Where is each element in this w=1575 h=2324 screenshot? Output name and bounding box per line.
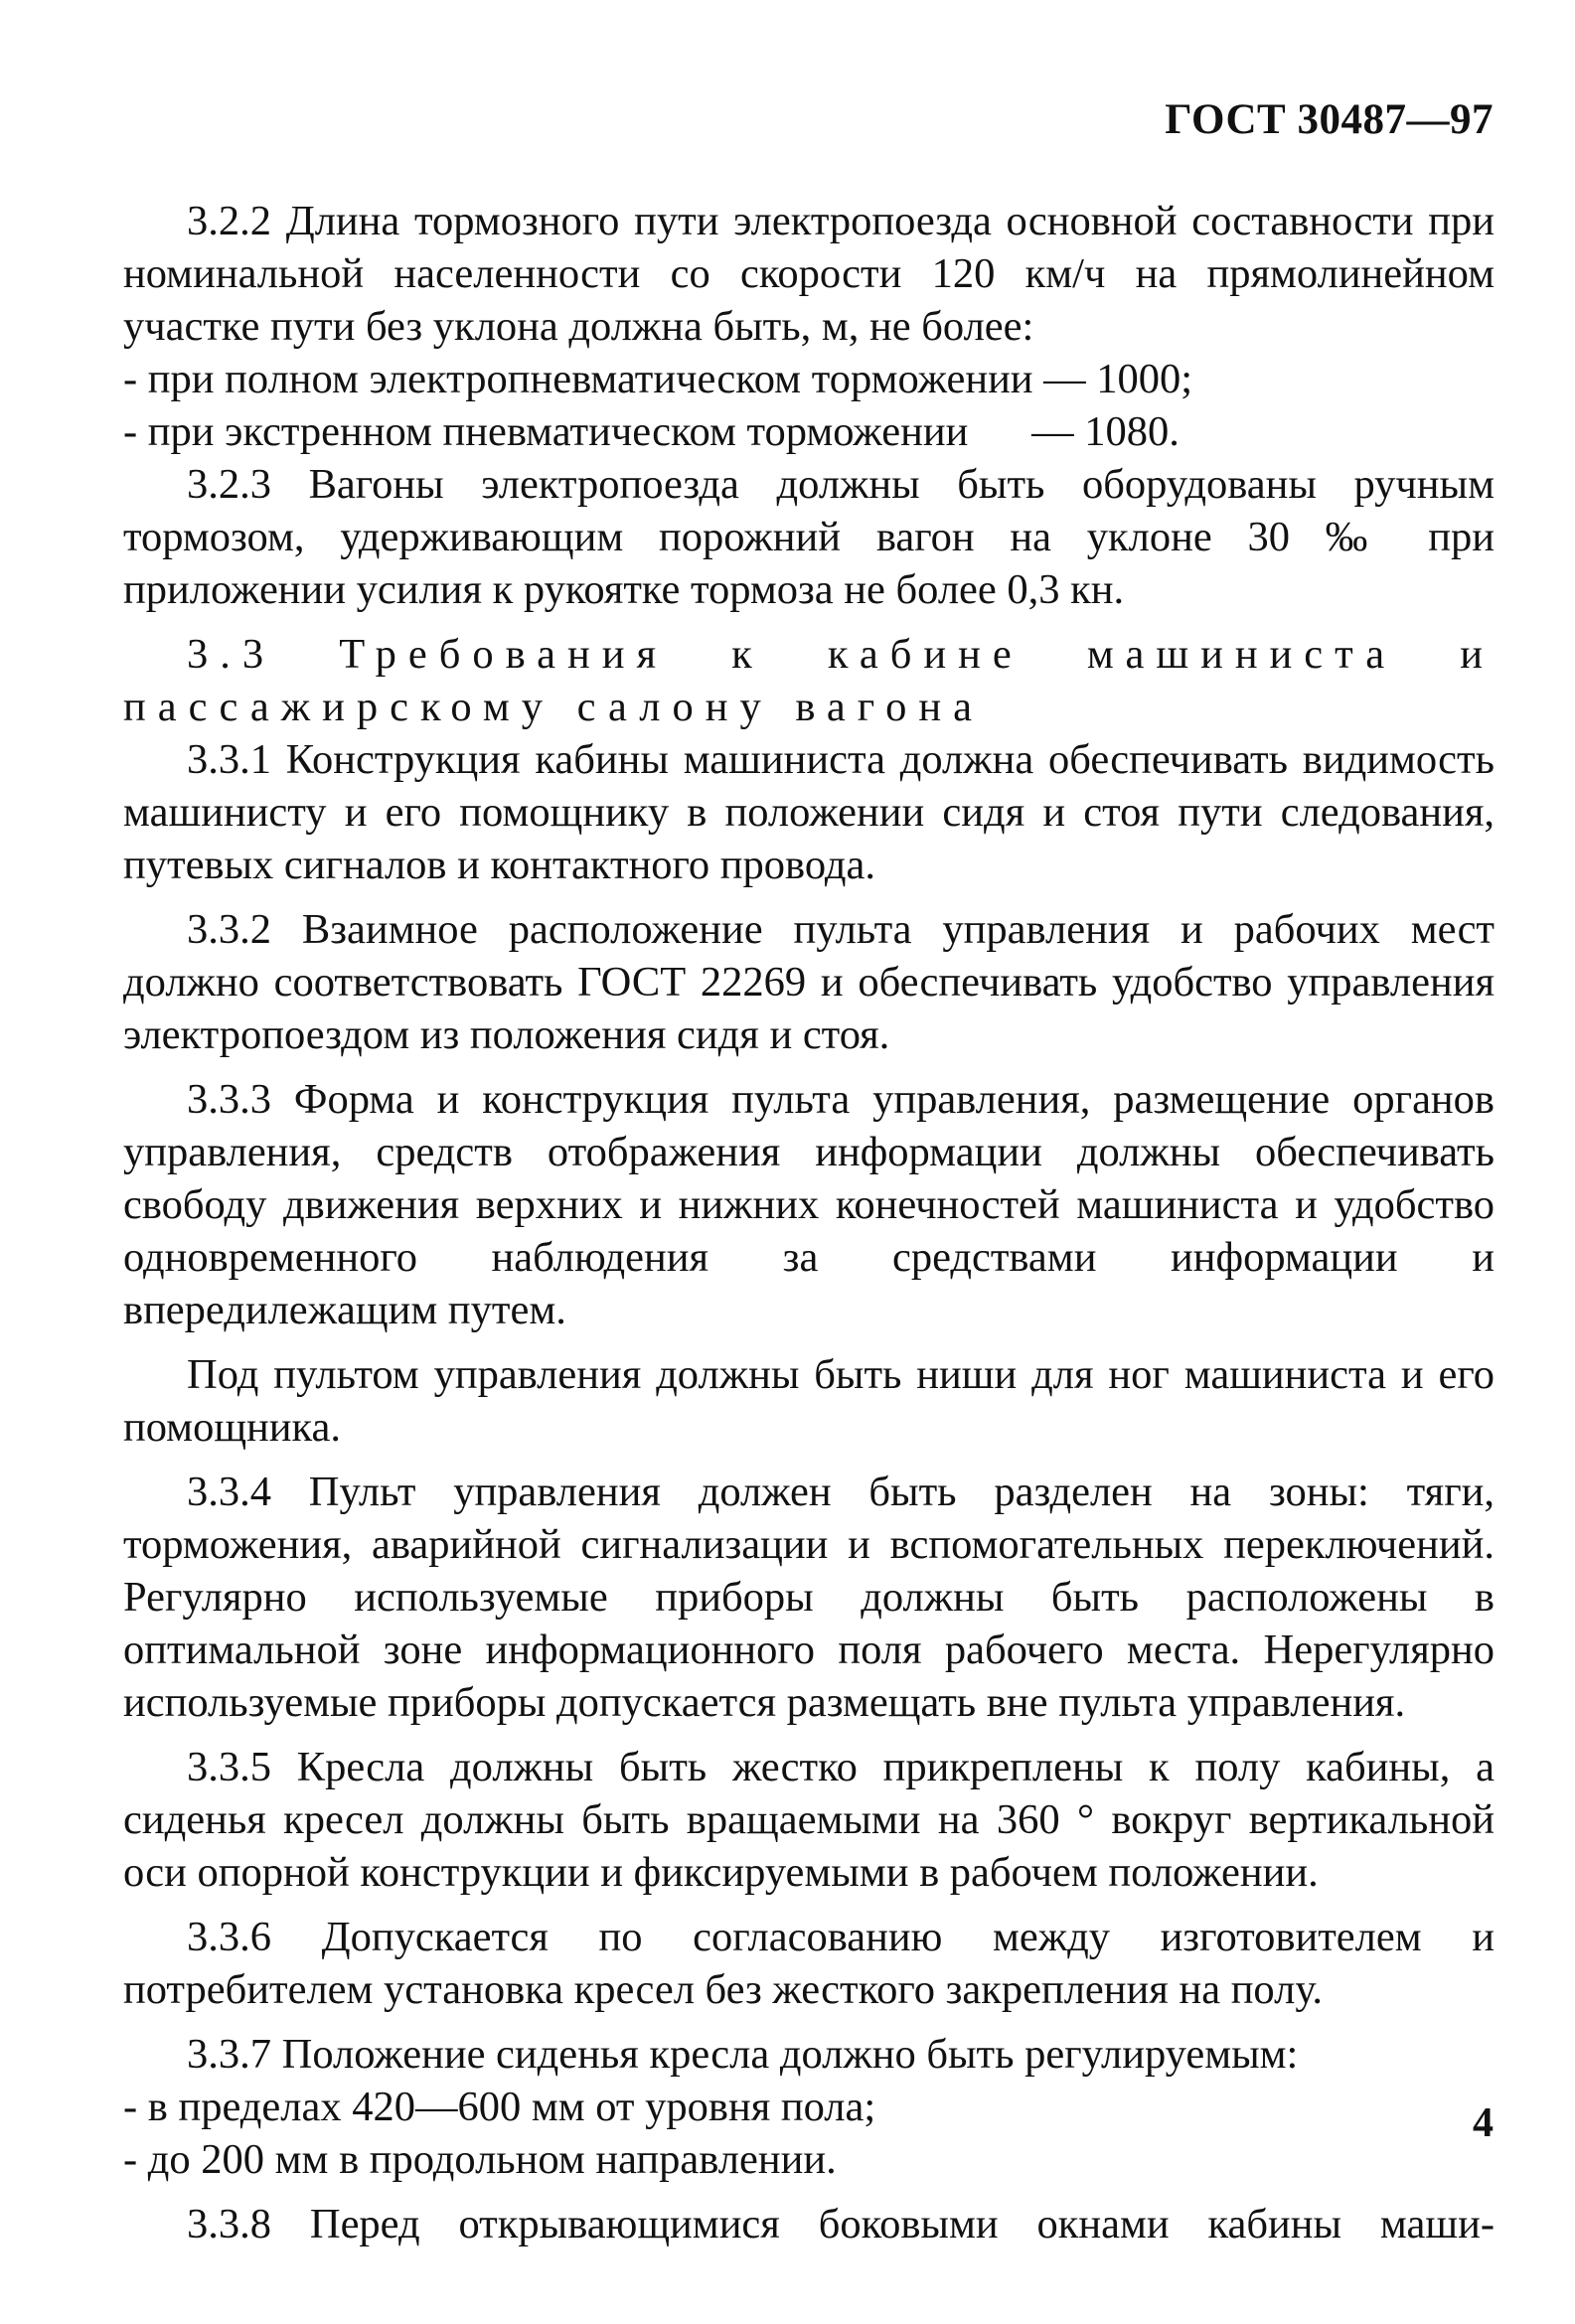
- list-item-seat-longitudinal: - до 200 мм в продольном направлении.: [123, 2136, 837, 2183]
- paragraph-3-2-2: 3.2.2 Длина тормозного пути электропоезда основной составности при номинальной населенности со скорости 120 км/ч на прямолинейном участке пути без уклона должна быть, м, не более:: [123, 198, 1495, 350]
- paragraph-3-3-8: 3.3.8 Перед открывающимися боковыми окнами кабины маши-: [187, 2201, 1495, 2247]
- paragraph-3-3-4: 3.3.4 Пульт управления должен быть разделен на зоны: тяги, торможения, аварийной сигнализации и вспомогательных переключений. Регулярно используемые приборы должны быть расположены в оптимальной зоне информационного поля рабочего места. Нерегулярно используемые приборы допускается размещать вне пульта управления.: [123, 1469, 1495, 1726]
- section-heading-3-3: [123, 628, 1495, 681]
- page-number: 4: [1473, 2100, 1494, 2146]
- paragraph-3-3-1: 3.3.1 Конструкция кабины машиниста должна обеспечивать видимость машинисту и его помощнику в положении сидя и стоя пути следования, путевых сигналов и контактного провода.: [123, 736, 1495, 888]
- paragraph-3-3-2: 3.3.2 Взаимное расположение пульта управления и рабочих мест должно соответствовать ГОСТ 22269 и обеспечивать удобство управления электропоездом из положения сидя и стоя.: [123, 906, 1495, 1058]
- paragraph-3-3-3-cont: Под пультом управления должны быть ниши для ног машиниста и его помощника.: [123, 1351, 1495, 1451]
- list-item-braking-electropneumatic: - при полном электропневматическом торможении — 1000;: [123, 356, 1193, 402]
- paragraph-3-3-7: 3.3.7 Положение сиденья кресла должно быть регулируемым:: [187, 2031, 1299, 2078]
- list-item-seat-height: - в пределах 420—600 мм от уровня пола;: [123, 2084, 876, 2130]
- list-item-braking-emergency: - при экстренном пневматическом торможении — 1080.: [123, 408, 1180, 455]
- document-body: [123, 195, 1495, 2250]
- standard-code-header: ГОСТ 30487—97: [1165, 96, 1494, 143]
- paragraph-3-2-3: 3.2.3 Вагоны электропоезда должны быть оборудованы ручным тормозом, удерживающим порожний вагон на уклоне 30 ‰ при приложении усилия к рукоятке тормоза не более 0,3 кн.: [123, 461, 1495, 613]
- section-heading-line1: 3.3 Требования к кабине машиниста и: [187, 631, 1495, 678]
- section-heading-line2: пассажирскому салону вагона: [123, 684, 984, 730]
- paragraph-3-3-3: 3.3.3 Форма и конструкция пульта управления, размещение органов управления, средств отображения информации должны обеспечивать свободу движения верхних и нижних конечностей машиниста и удобство одновременного наблюдения за средствами информации и впередилежащим путем.: [123, 1076, 1495, 1333]
- paragraph-3-3-6: 3.3.6 Допускается по согласованию между изготовителем и потребителем установка кресел без жесткого закрепления на полу.: [123, 1914, 1495, 2013]
- paragraph-3-3-5: 3.3.5 Кресла должны быть жестко прикреплены к полу кабины, а сиденья кресел должны быть вращаемыми на 360 ° вокруг вертикальной оси опорной конструкции и фиксируемыми в рабочем положении.: [123, 1744, 1495, 1896]
- section-heading-3-3-cont: [123, 681, 1495, 733]
